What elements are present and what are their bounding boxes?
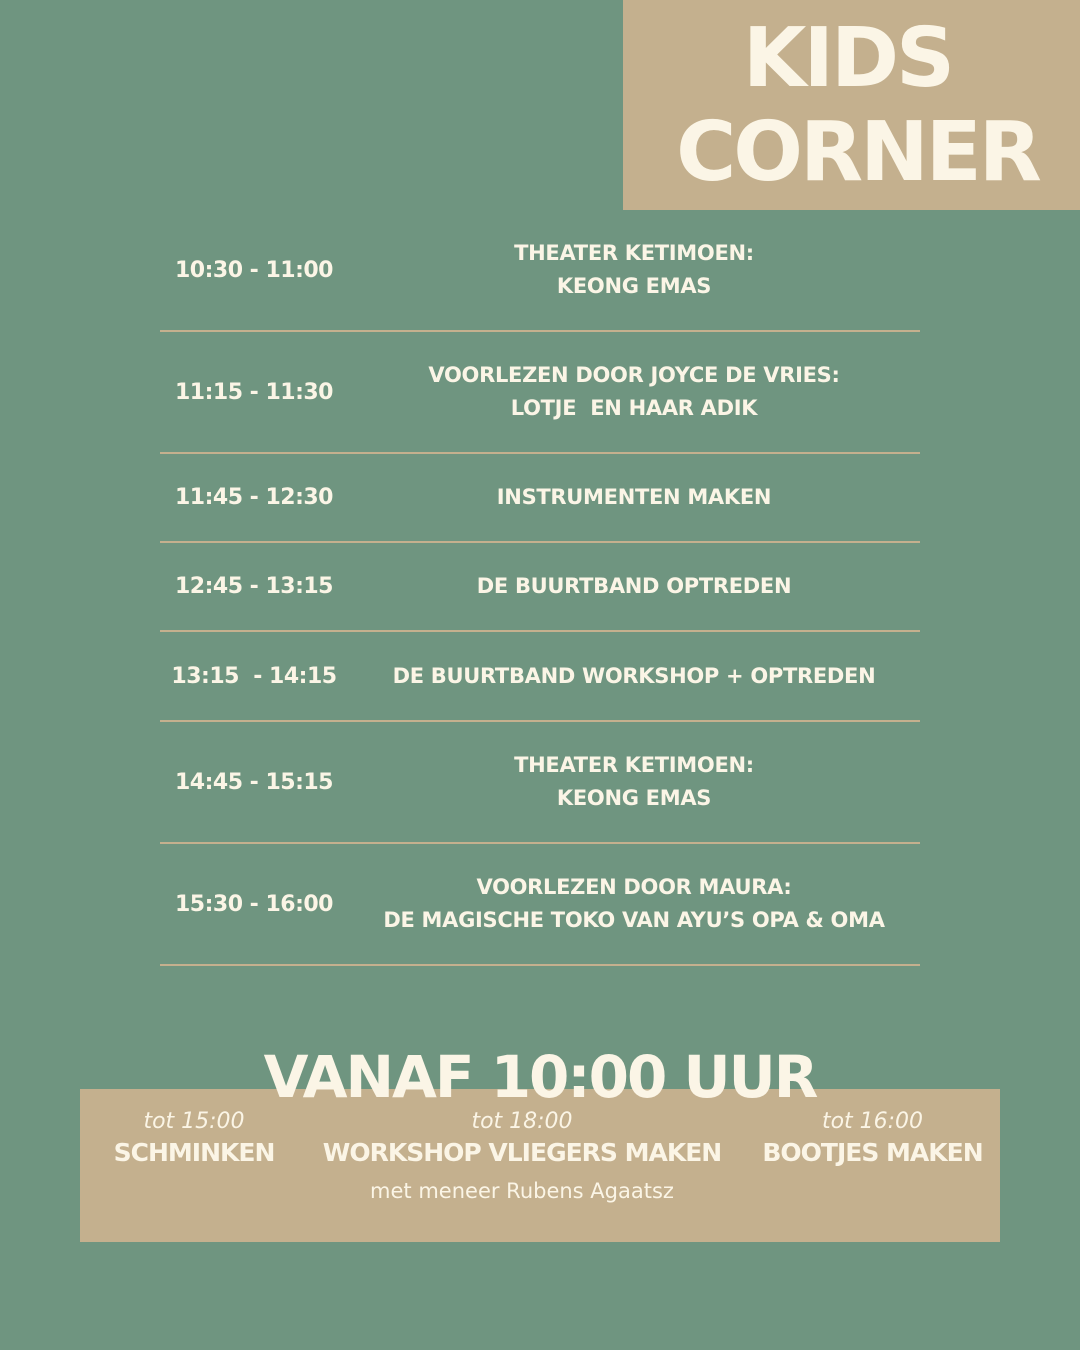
activity-name: SCHMINKEN <box>113 1138 275 1167</box>
schedule-time: 11:15 - 11:30 <box>174 379 333 405</box>
activity-line: THEATER KETIMOEN: <box>514 241 754 265</box>
headline: VANAF 10:00 UUR <box>263 1043 817 1111</box>
title-box <box>623 0 1080 210</box>
schedule-activity <box>348 543 920 630</box>
activity-line: THEATER KETIMOEN: <box>514 753 754 777</box>
activity-column-schminken <box>100 1107 288 1169</box>
activity-line: VOORLEZEN DOOR MAURA: <box>476 875 792 899</box>
activity-line: INSTRUMENTEN MAKEN <box>496 485 772 509</box>
title-line-2: CORNER <box>676 105 1039 200</box>
activity-column-vliegers <box>312 1107 732 1211</box>
schedule-list <box>160 210 920 966</box>
schedule-activity <box>348 722 920 842</box>
activity-note: met meneer Rubens Agaatsz <box>370 1179 674 1203</box>
schedule-row <box>160 543 920 632</box>
schedule-activity <box>348 454 920 541</box>
activity-line: LOTJE EN HAAR ADIK <box>510 396 758 420</box>
activity-name: WORKSHOP VLIEGERS MAKEN <box>322 1138 722 1167</box>
schedule-time: 11:45 - 12:30 <box>174 485 333 510</box>
schedule-time: 15:30 - 16:00 <box>174 891 333 917</box>
activity-line: DE BUURTBAND OPTREDEN <box>476 574 792 598</box>
activity-line: DE BUURTBAND WORKSHOP + OPTREDEN <box>392 663 876 688</box>
schedule-time: 12:45 - 13:15 <box>174 574 333 599</box>
schedule-row <box>160 210 920 332</box>
schedule-row <box>160 844 920 966</box>
schedule-activity <box>348 210 920 330</box>
schedule-time: 13:15 - 14:15 <box>171 663 337 689</box>
schedule-time: 10:30 - 11:00 <box>174 257 333 283</box>
activity-column-bootjes <box>750 1107 995 1169</box>
activity-line: DE MAGISCHE TOKO VAN AYU’S OPA & OMA <box>383 908 885 932</box>
activity-until: tot 15:00 <box>143 1109 245 1134</box>
schedule-row <box>160 632 920 722</box>
schedule-time: 14:45 - 15:15 <box>174 769 333 795</box>
activity-until: tot 16:00 <box>821 1109 924 1134</box>
activity-until: tot 18:00 <box>471 1109 573 1134</box>
schedule-row <box>160 454 920 543</box>
schedule-row <box>160 722 920 844</box>
schedule-activity <box>348 332 920 452</box>
activity-line: VOORLEZEN DOOR JOYCE DE VRIES: <box>428 363 840 387</box>
activity-name: BOOTJES MAKEN <box>762 1138 983 1167</box>
title-line-1: KIDS <box>742 11 953 106</box>
schedule-activity <box>348 632 920 720</box>
activity-line: KEONG EMAS <box>556 274 712 298</box>
schedule-activity <box>348 844 920 964</box>
activity-line: KEONG EMAS <box>556 786 712 810</box>
schedule-row <box>160 332 920 454</box>
